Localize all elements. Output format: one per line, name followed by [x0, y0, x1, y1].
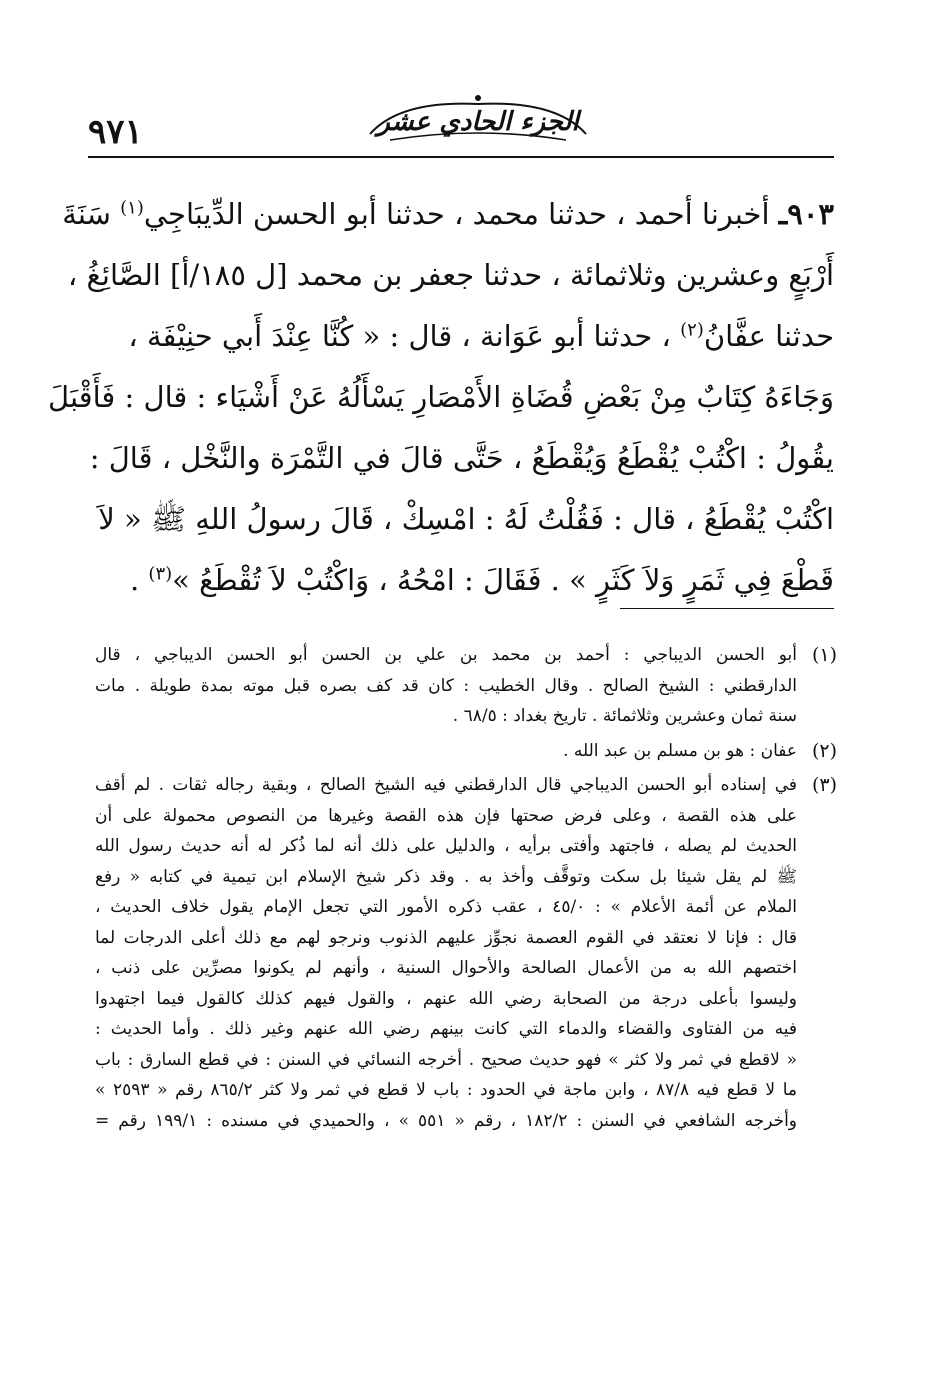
- footnote-line: سنة ثمان وعشرين وثلاثمائة . تاريخ بغداد : ٦٨/٥ .: [452, 706, 797, 726]
- footnote-1: [95, 640, 837, 732]
- footnote-3: [95, 770, 837, 1136]
- main-line-1-text: أخبرنا أحمد ، حدثنا محمد ، حدثنا أبو الحسن الدِّيبَاجِي: [143, 197, 770, 231]
- main-line-4: وَجَاءَهُ كِتَابٌ مِنْ بَعْضِ قُضَاةِ الأَمْصَارِ يَسْأَلُهُ عَنْ أَشْيَاء : قال : فَأَقْبَلَ: [48, 380, 834, 414]
- main-hadith-text: [48, 184, 834, 611]
- footnote-line: ﷺ لم يقل شيئا بل سكت وتوقَّف وأخذ به . وقد ذكر شيخ الإسلام ابن تيمية في كتابه « رفع: [95, 866, 797, 887]
- main-line-1-tail: سَنَةَ: [62, 197, 111, 231]
- footnote-marker: (٢): [811, 739, 837, 762]
- footnotes: [95, 640, 837, 1140]
- main-line-5: يقُولُ : اكْتُبْ يُقْطَعُ وَيُقْطَعُ ، حَتَّى قالَ في التَّمْرَة والنَّخْل ، قَالَ :: [89, 441, 834, 475]
- main-line-2: أَرْبَعٍ وعشرين وثلاثمائة ، حدثنا جعفر بن محمد [ل ١٨٥/أ] الصَّائِغُ ،: [67, 258, 834, 292]
- footnote-body: [95, 736, 797, 767]
- main-line-1: [62, 184, 834, 245]
- main-line-7: [92, 550, 834, 611]
- footnote-line: الحديث لم يصله ، فاجتهد وأفتى برأيه ، والدليل على ذلك أنه لما ذُكر له أنه حديث رسول الله: [95, 836, 797, 856]
- footnote-line: ما لا قطع فيه ٨٧/٨ ، وابن ماجة في الحدود : باب لا قطع في ثمر ولا كثر ٨٦٥/٢ رقم « ٢٥٩٣ »: [95, 1080, 798, 1100]
- footnote-line: أبو الحسن الديباجي : أحمد بن محمد بن علي بن الحسن أبو الحسن الديباجي ، قال: [95, 645, 797, 665]
- footnote-line: وأخرجه الشافعي في السنن : ١٨٢/٢ ، رقم « ٥٥١ » ، والحميدي في مسنده : ١٩٩/١ رقم =: [95, 1110, 798, 1131]
- main-line-6: اكْتُبْ يُقْطَعُ ، قال : فَقُلْتُ لَهُ : امْسِكْ ، قَالَ رسولُ اللهِ ﷺ « لاَ: [98, 502, 834, 536]
- main-line-3: [92, 306, 834, 367]
- footnote-marker: (٣): [811, 774, 837, 796]
- footnote-line: الدارقطني : الشيخ الصالح . وقال الخطيب : كان قد كف بصره قبل موته بمدة طويلة . مات: [95, 675, 797, 696]
- footnote-line: فيه من الفتاوى والقضاء والدماء التي كانت بينهم رضي الله عنهم وغير ذلك . وأما الحديث :: [95, 1019, 797, 1039]
- main-line-3-tail: ، حدثنا أبو عَوَانة ، قال : « كُنَّا عِنْدَ أَبي حنِيْفَة ،: [128, 319, 671, 353]
- footnote-body: [95, 770, 797, 1136]
- footnote-line: على هذه القصة ، وعلى فرض صحتها فإن هذه القصة وغيرها من النصوص محمولة على أن: [95, 805, 797, 826]
- footnote-body: [95, 640, 797, 732]
- footnote-line: « لاقطع في ثمر ولا كثر » فهو حديث صحيح . أخرجه النسائي في السنن : في قطع السارق : باب: [95, 1049, 797, 1070]
- footnote-line: عفان : هو بن مسلم بن عبد الله .: [563, 740, 797, 761]
- footnote-rule: [620, 608, 834, 609]
- header-rule: [88, 156, 834, 158]
- main-line-7-tail: .: [129, 563, 140, 597]
- footnote-marker: (١): [811, 644, 837, 666]
- footnote-2: [95, 736, 837, 767]
- main-line-7-text: قَطْعَ فِي ثَمَرٍ وَلاَ كَثَرٍ » . فَقَالَ : امْحُهُ ، وَاكْتُبْ لاَ تُقْطَعُ »: [172, 563, 834, 597]
- page-number: ٩٧١: [88, 112, 143, 152]
- main-line-3-text: حدثنا عفَّانُ: [703, 319, 834, 353]
- footnote-line: في إسناده أبو الحسن الديباجي قال الدارقطني فيه الشيخ الصالح ، وبقية رجاله ثقات . لم أقف: [95, 775, 797, 795]
- footnote-line: اختصهم الله به من الأعمال الصالحة والأحوال السنية ، وأنهم لم يكونوا مصرِّين على ذنب ،: [95, 958, 797, 978]
- hadith-number: ٩٠٣ـ: [778, 197, 834, 231]
- footnote-marker-2: (٢): [680, 319, 704, 341]
- footnote-marker-1: (١): [120, 197, 144, 219]
- footnote-line: قال : فإنا لا نعتقد في القوم العصمة نجوِّز عليهم الذنوب ونرجو لهم مع ذلك أعلى الدرجات لما: [95, 927, 797, 948]
- footnote-line: وليسوا بأعلى درجة من الصحابة رضي الله عنهم ، والقول فيهم كذلك كالقول فيما اجتهدوا: [95, 988, 797, 1009]
- footnote-marker-3: (٣): [148, 563, 173, 585]
- page-header-title: الجزء الحادي عشر: [377, 107, 579, 137]
- footnote-line: الملام عن أئمة الأعلام » : ٤٥/٠ ، عقب ذكره الأمور التي تجعل الإمام يقول خلاف الحديث ،: [95, 897, 797, 917]
